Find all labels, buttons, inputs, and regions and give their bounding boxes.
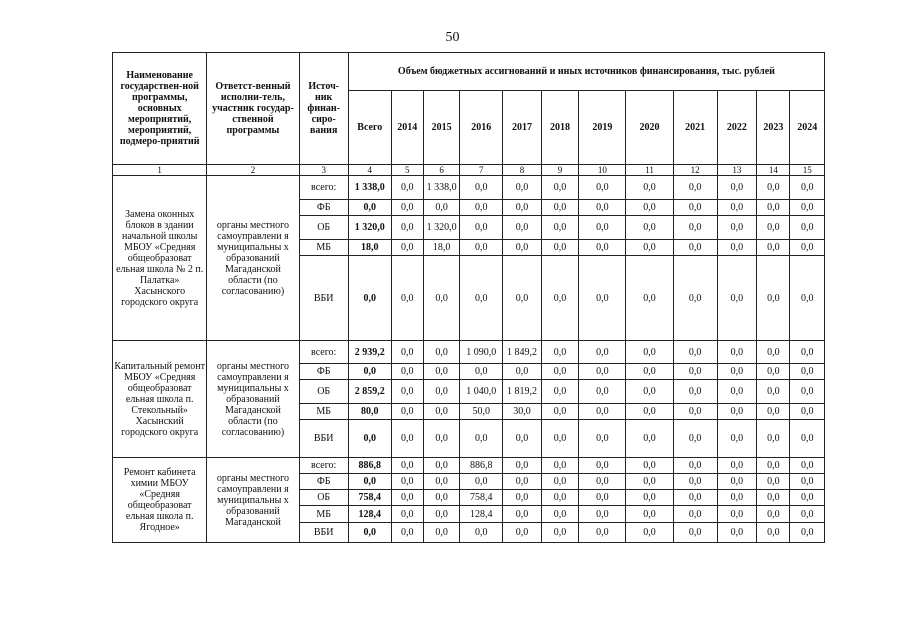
year-amount: 0,0: [391, 420, 423, 458]
year-amount: 0,0: [757, 216, 790, 240]
year-amount: 0,0: [790, 341, 825, 364]
year-amount: 0,0: [757, 490, 790, 506]
year-amount: 0,0: [503, 506, 542, 523]
year-amount: 0,0: [717, 420, 757, 458]
total-amount: 80,0: [348, 404, 391, 420]
table-row: [113, 341, 825, 364]
year-amount: 0,0: [579, 474, 626, 490]
year-amount: 0,0: [503, 200, 542, 216]
header-program: Наименование государствен-ной программы, основных мероприятий, мероприятий, подмеро-приятий: [113, 53, 207, 165]
year-amount: 0,0: [423, 341, 459, 364]
total-amount: 0,0: [348, 256, 391, 341]
year-amount: 0,0: [541, 216, 579, 240]
year-amount: 0,0: [541, 200, 579, 216]
column-number: 12: [673, 165, 717, 176]
column-number: 1: [113, 165, 207, 176]
year-amount: 0,0: [790, 458, 825, 474]
year-amount: 0,0: [391, 458, 423, 474]
year-amount: 0,0: [626, 216, 673, 240]
year-amount: 0,0: [626, 380, 673, 404]
year-amount: 0,0: [541, 240, 579, 256]
year-amount: 0,0: [460, 420, 503, 458]
year-amount: 0,0: [626, 200, 673, 216]
year-amount: 0,0: [626, 341, 673, 364]
column-number: 9: [541, 165, 579, 176]
year-amount: 0,0: [673, 216, 717, 240]
year-amount: 0,0: [541, 380, 579, 404]
year-amount: 1 090,0: [460, 341, 503, 364]
year-amount: 886,8: [460, 458, 503, 474]
year-amount: 0,0: [579, 420, 626, 458]
funding-source: всего:: [299, 341, 348, 364]
funding-source: ФБ: [299, 200, 348, 216]
year-amount: 0,0: [790, 474, 825, 490]
budget-table: [112, 52, 825, 543]
year-amount: 0,0: [503, 474, 542, 490]
year-amount: 0,0: [391, 490, 423, 506]
year-amount: 0,0: [423, 490, 459, 506]
year-amount: 0,0: [423, 404, 459, 420]
year-amount: 0,0: [673, 458, 717, 474]
year-amount: 0,0: [673, 380, 717, 404]
year-amount: 0,0: [717, 364, 757, 380]
year-amount: 0,0: [673, 420, 717, 458]
year-amount: 0,0: [673, 200, 717, 216]
funding-source: всего:: [299, 458, 348, 474]
year-amount: 0,0: [423, 420, 459, 458]
year-amount: 0,0: [757, 380, 790, 404]
year-amount: 0,0: [460, 523, 503, 543]
column-number: 14: [757, 165, 790, 176]
year-amount: 30,0: [503, 404, 542, 420]
year-amount: 0,0: [626, 240, 673, 256]
total-amount: 128,4: [348, 506, 391, 523]
funding-source: МБ: [299, 404, 348, 420]
header-responsible: Ответст-венный исполни-тель, участник государ-ственной программы: [207, 53, 299, 165]
header-year: 2020: [626, 91, 673, 165]
year-amount: 0,0: [626, 176, 673, 200]
funding-source: ОБ: [299, 380, 348, 404]
year-amount: 0,0: [626, 404, 673, 420]
total-amount: 0,0: [348, 420, 391, 458]
page-number: 50: [445, 30, 460, 45]
total-amount: 886,8: [348, 458, 391, 474]
year-amount: 0,0: [717, 240, 757, 256]
year-amount: 0,0: [717, 256, 757, 341]
year-amount: 0,0: [717, 474, 757, 490]
year-amount: 0,0: [626, 523, 673, 543]
year-amount: 0,0: [790, 256, 825, 341]
year-amount: 0,0: [503, 490, 542, 506]
year-amount: 0,0: [541, 404, 579, 420]
year-amount: 0,0: [460, 474, 503, 490]
year-amount: 0,0: [391, 176, 423, 200]
year-amount: 1 040,0: [460, 380, 503, 404]
year-amount: 0,0: [626, 458, 673, 474]
year-amount: 0,0: [757, 364, 790, 380]
program-name: Ремонт кабинета химии МБОУ «Средняя общеобразоват ельная школа п. Ягодное»: [113, 458, 207, 543]
year-amount: 0,0: [503, 240, 542, 256]
column-number: 8: [503, 165, 542, 176]
year-amount: 0,0: [717, 404, 757, 420]
year-amount: 0,0: [391, 474, 423, 490]
year-amount: 0,0: [757, 256, 790, 341]
column-number: 2: [207, 165, 299, 176]
header-year: 2019: [579, 91, 626, 165]
year-amount: 0,0: [626, 420, 673, 458]
year-amount: 0,0: [757, 341, 790, 364]
total-amount: 2 859,2: [348, 380, 391, 404]
funding-source: ФБ: [299, 474, 348, 490]
total-amount: 2 939,2: [348, 341, 391, 364]
year-amount: 0,0: [541, 506, 579, 523]
column-number: 10: [579, 165, 626, 176]
year-amount: 0,0: [541, 523, 579, 543]
header-funding: Объем бюджетных ассигнований и иных источников финансирования, тыс. рублей: [348, 53, 824, 91]
year-amount: 0,0: [391, 380, 423, 404]
header-year: 2023: [757, 91, 790, 165]
year-amount: 0,0: [503, 256, 542, 341]
year-amount: 0,0: [579, 200, 626, 216]
year-amount: 0,0: [757, 240, 790, 256]
total-amount: 0,0: [348, 364, 391, 380]
header-year: 2015: [423, 91, 459, 165]
table-row: [113, 176, 825, 200]
year-amount: 0,0: [673, 506, 717, 523]
year-amount: 0,0: [673, 404, 717, 420]
year-amount: 0,0: [423, 523, 459, 543]
year-amount: 0,0: [541, 176, 579, 200]
year-amount: 0,0: [391, 364, 423, 380]
year-amount: 0,0: [757, 506, 790, 523]
year-amount: 0,0: [391, 404, 423, 420]
year-amount: 0,0: [673, 523, 717, 543]
year-amount: 0,0: [790, 216, 825, 240]
year-amount: 758,4: [460, 490, 503, 506]
year-amount: 0,0: [673, 474, 717, 490]
total-amount: 0,0: [348, 200, 391, 216]
funding-source: ВБИ: [299, 420, 348, 458]
column-number: 15: [790, 165, 825, 176]
year-amount: 0,0: [579, 364, 626, 380]
year-amount: 0,0: [541, 490, 579, 506]
year-amount: 0,0: [423, 364, 459, 380]
year-amount: 0,0: [391, 216, 423, 240]
year-amount: 0,0: [579, 176, 626, 200]
funding-source: МБ: [299, 240, 348, 256]
year-amount: 0,0: [717, 176, 757, 200]
year-amount: 0,0: [391, 506, 423, 523]
year-amount: 0,0: [717, 216, 757, 240]
year-amount: 0,0: [673, 256, 717, 341]
column-number: 7: [460, 165, 503, 176]
header-year: 2014: [391, 91, 423, 165]
year-amount: 0,0: [579, 240, 626, 256]
year-amount: 0,0: [579, 341, 626, 364]
year-amount: 128,4: [460, 506, 503, 523]
year-amount: 0,0: [790, 506, 825, 523]
year-amount: 0,0: [391, 341, 423, 364]
column-number: 11: [626, 165, 673, 176]
column-number: 6: [423, 165, 459, 176]
year-amount: 0,0: [579, 490, 626, 506]
total-amount: 0,0: [348, 523, 391, 543]
year-amount: 0,0: [391, 240, 423, 256]
year-amount: 0,0: [541, 256, 579, 341]
year-amount: 0,0: [579, 216, 626, 240]
program-name: Замена оконных блоков в здании начальной школы МБОУ «Средняя общеобразоват ельная школа № 2 п. Палатка» Хасынского городского округа: [113, 176, 207, 341]
year-amount: 0,0: [790, 404, 825, 420]
year-amount: 0,0: [423, 200, 459, 216]
total-amount: 1 338,0: [348, 176, 391, 200]
funding-source: МБ: [299, 506, 348, 523]
funding-source: ВБИ: [299, 256, 348, 341]
header-year: 2016: [460, 91, 503, 165]
header-year: 2021: [673, 91, 717, 165]
program-name: Капитальный ремонт МБОУ «Средняя общеобразоват ельная школа п. Стекольный» Хасынский городского округа: [113, 341, 207, 458]
year-amount: 0,0: [503, 176, 542, 200]
year-amount: 0,0: [579, 256, 626, 341]
year-amount: 0,0: [757, 200, 790, 216]
funding-source: ОБ: [299, 490, 348, 506]
year-amount: 0,0: [790, 364, 825, 380]
total-amount: 758,4: [348, 490, 391, 506]
year-amount: 0,0: [757, 523, 790, 543]
year-amount: 0,0: [790, 240, 825, 256]
year-amount: 0,0: [790, 523, 825, 543]
year-amount: 18,0: [423, 240, 459, 256]
year-amount: 0,0: [503, 523, 542, 543]
table-row: [113, 458, 825, 474]
year-amount: 0,0: [757, 404, 790, 420]
year-amount: 1 819,2: [503, 380, 542, 404]
year-amount: 0,0: [391, 523, 423, 543]
year-amount: 0,0: [717, 458, 757, 474]
header-total: Всего: [348, 91, 391, 165]
year-amount: 0,0: [579, 380, 626, 404]
year-amount: 0,0: [460, 176, 503, 200]
year-amount: 0,0: [790, 420, 825, 458]
header-year: 2018: [541, 91, 579, 165]
year-amount: 0,0: [717, 341, 757, 364]
year-amount: 0,0: [757, 474, 790, 490]
year-amount: 0,0: [503, 216, 542, 240]
column-number: 5: [391, 165, 423, 176]
responsible-party: органы местного самоуправлени я муниципальны х образований Магаданской области (по согласованию): [207, 341, 299, 458]
year-amount: 0,0: [460, 364, 503, 380]
funding-source: всего:: [299, 176, 348, 200]
funding-source: ВБИ: [299, 523, 348, 543]
total-amount: 1 320,0: [348, 216, 391, 240]
year-amount: 0,0: [579, 523, 626, 543]
year-amount: 0,0: [423, 256, 459, 341]
header-year: 2024: [790, 91, 825, 165]
year-amount: 0,0: [541, 420, 579, 458]
funding-source: ОБ: [299, 216, 348, 240]
year-amount: 50,0: [460, 404, 503, 420]
year-amount: 0,0: [503, 420, 542, 458]
year-amount: 0,0: [790, 176, 825, 200]
year-amount: 0,0: [423, 506, 459, 523]
year-amount: 0,0: [717, 490, 757, 506]
year-amount: 0,0: [423, 380, 459, 404]
year-amount: 0,0: [757, 458, 790, 474]
year-amount: 0,0: [757, 176, 790, 200]
year-amount: 0,0: [541, 458, 579, 474]
year-amount: 0,0: [626, 364, 673, 380]
year-amount: 0,0: [460, 216, 503, 240]
year-amount: 0,0: [541, 364, 579, 380]
year-amount: 0,0: [579, 458, 626, 474]
year-amount: 0,0: [541, 474, 579, 490]
year-amount: 0,0: [626, 506, 673, 523]
year-amount: 0,0: [790, 380, 825, 404]
year-amount: 0,0: [673, 490, 717, 506]
total-amount: 0,0: [348, 474, 391, 490]
year-amount: 0,0: [579, 404, 626, 420]
year-amount: 0,0: [579, 506, 626, 523]
responsible-party: органы местного самоуправлени я муниципальны х образований Магаданской: [207, 458, 299, 543]
year-amount: 0,0: [423, 474, 459, 490]
year-amount: 0,0: [717, 506, 757, 523]
year-amount: 0,0: [757, 420, 790, 458]
year-amount: 0,0: [391, 200, 423, 216]
year-amount: 1 338,0: [423, 176, 459, 200]
year-amount: 1 320,0: [423, 216, 459, 240]
year-amount: 0,0: [626, 256, 673, 341]
year-amount: 0,0: [391, 256, 423, 341]
year-amount: 1 849,2: [503, 341, 542, 364]
year-amount: 0,0: [423, 458, 459, 474]
year-amount: 0,0: [503, 364, 542, 380]
year-amount: 0,0: [503, 458, 542, 474]
year-amount: 0,0: [460, 200, 503, 216]
year-amount: 0,0: [673, 364, 717, 380]
header-year: 2022: [717, 91, 757, 165]
column-number: 4: [348, 165, 391, 176]
year-amount: 0,0: [460, 240, 503, 256]
column-number: 13: [717, 165, 757, 176]
total-amount: 18,0: [348, 240, 391, 256]
year-amount: 0,0: [673, 341, 717, 364]
year-amount: 0,0: [673, 176, 717, 200]
year-amount: 0,0: [790, 490, 825, 506]
year-amount: 0,0: [717, 380, 757, 404]
column-number: 3: [299, 165, 348, 176]
header-year: 2017: [503, 91, 542, 165]
year-amount: 0,0: [541, 341, 579, 364]
funding-source: ФБ: [299, 364, 348, 380]
year-amount: 0,0: [673, 240, 717, 256]
column-number-row: [113, 165, 825, 176]
year-amount: 0,0: [717, 523, 757, 543]
year-amount: 0,0: [626, 490, 673, 506]
responsible-party: органы местного самоуправлени я муниципальны х образований Магаданской области (по согласованию): [207, 176, 299, 341]
year-amount: 0,0: [717, 200, 757, 216]
year-amount: 0,0: [790, 200, 825, 216]
year-amount: 0,0: [460, 256, 503, 341]
header-source: Источ-ник финан-сиро-вания: [299, 53, 348, 165]
year-amount: 0,0: [626, 474, 673, 490]
